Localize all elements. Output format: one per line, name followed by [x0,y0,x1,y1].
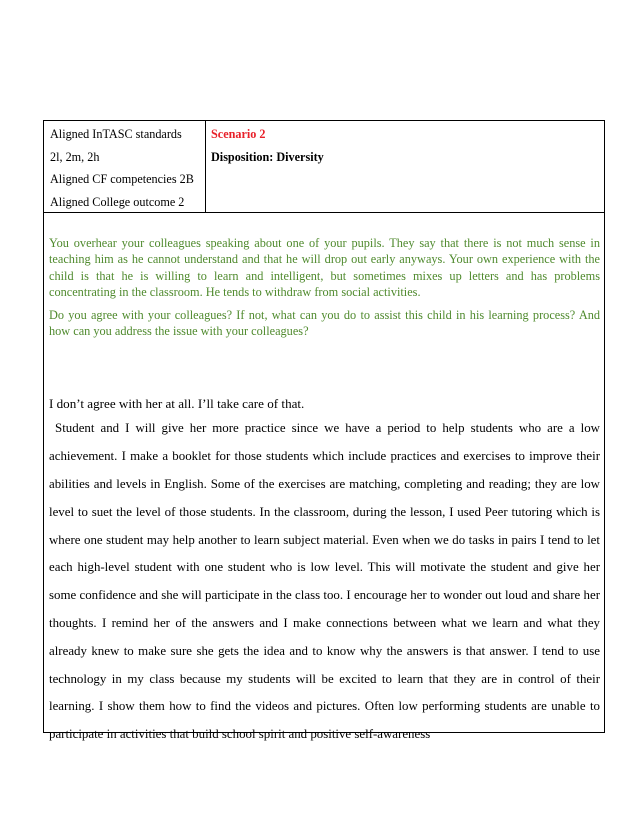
scenario-table [43,120,605,742]
cf-competencies-label: Aligned CF competencies 2B [50,172,194,186]
disposition-label: Disposition: Diversity [211,149,324,164]
standards-codes: 2l, 2m, 2h [50,149,100,164]
intasc-standards-label: Aligned InTASC standards [50,127,182,141]
table-body-cell [44,213,604,749]
response-opening: I don’t agree with her at all. I’ll take care of that. [49,396,305,412]
scenario-question: Do you agree with your colleagues? If not, what can you do to assist this child in his learning process? And how can you address the issue with your colleagues? [49,307,600,339]
table-header-row [44,121,604,213]
scenario-title: Scenario 2 [211,127,266,141]
scenario-description: You overhear your colleagues speaking about one of your pupils. They say that there is not much sense in teaching him as he cannot understand and that he will drop out early anyways. Your own experience with the child is that he is willing to learn and intelligent, but sometimes mixes up letters and has problems concentrating in the classroom. He tends to withdraw from social activities. [49,236,600,300]
scenario-cell [206,121,604,212]
standards-cell [44,121,206,212]
response-body: Student and I will give her more practice since we have a period to help students who are a low achievement. I make a booklet for those students which include practices and exercises to improve their abilities and levels in English. Some of the exercises are matching, completing and reading; they are low level to suet the level of those students. In the classroom, during the lesson, I used Peer tutoring which is where one student may help another to learn subject material. Even when we do tasks in pairs I tend to let each high-level student with one student who is low level. This will motivate the student and give her some confidence and she will participate in the class too. I encourage her to wonder out loud and share her thoughts. I remind her of the answers and I make connections between what we learn and what they already knew to make sure she gets the idea and to know why the answers is that answer. I tend to use technology in my class because my students will be excited to learn that they are in control of their learning. I show them how to find the videos and pictures. Often low performing students are unable to participate in activities that build school spirit and positive self-awareness [49,421,604,742]
college-outcome-label: Aligned College outcome 2 [50,194,185,209]
